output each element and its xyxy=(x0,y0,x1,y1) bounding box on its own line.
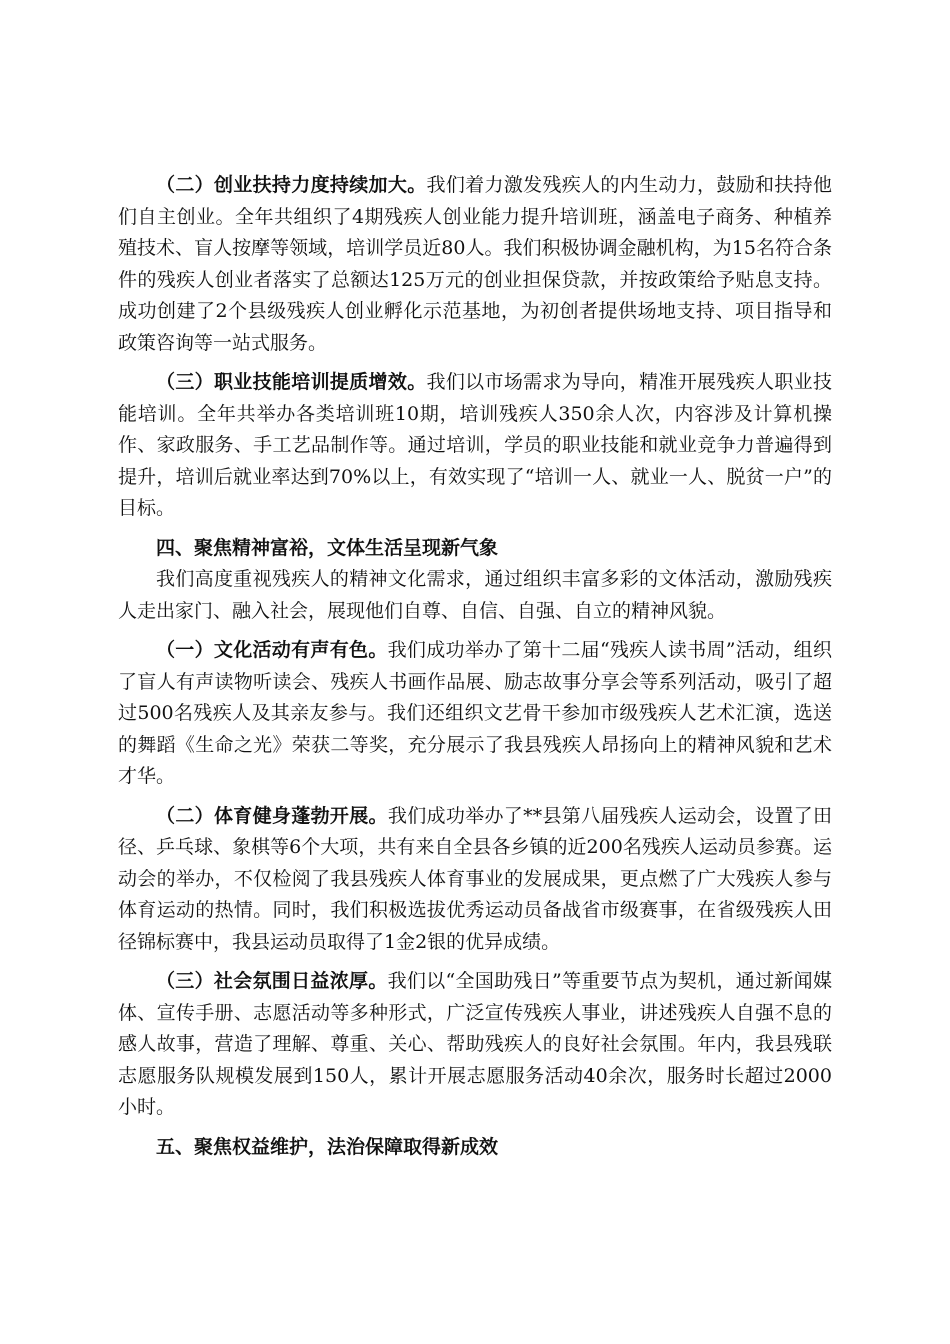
paragraph-body: 我们高度重视残疾人的精神文化需求，通过组织丰富多彩的文体活动，激励残疾人走出家门、融入社会，展现他们自尊、自信、自强、自立的精神风貌。 xyxy=(118,568,832,622)
paragraph-body: 我们成功举办了第十二届“残疾人读书周”活动，组织了盲人有声读物听读会、残疾人书画作品展、励志故事分享会等系列活动，吸引了超过500名残疾人及其亲友参与。我们还组织文艺骨干参加市级残疾人艺术汇演，选送的舞蹈《生命之光》荣获二等奖，充分展示了我县残疾人昂扬向上的精神风貌和艺术才华。 xyxy=(118,639,832,787)
paragraph-lead: （二）体育健身蓬勃开展。 xyxy=(156,804,388,827)
paragraph-entrepreneurship xyxy=(118,170,832,359)
section-heading-five: 五、聚焦权益维护，法治保障取得新成效 xyxy=(156,1135,499,1158)
paragraph-social-atmosphere xyxy=(118,966,832,1124)
paragraph-culture-intro xyxy=(118,564,832,627)
paragraph-body: 我们以市场需求为导向，精准开展残疾人职业技能培训。全年共举办各类培训班10期，培训残疾人350余人次，内容涉及计算机操作、家政服务、手工艺品制作等。通过培训，学员的职业技能和就业竞争力普遍得到提升，培训后就业率达到70%以上，有效实现了“培训一人、就业一人、脱贫一户”的目标。 xyxy=(118,371,832,519)
paragraph-sports xyxy=(118,801,832,959)
paragraph-vocational-training xyxy=(118,367,832,525)
paragraph-cultural-activities xyxy=(118,635,832,793)
paragraph-body: 我们以“全国助残日”等重要节点为契机，通过新闻媒体、宣传手册、志愿活动等多种形式，广泛宣传残疾人事业，讲述残疾人自强不息的感人故事，营造了理解、尊重、关心、帮助残疾人的良好社会氛围。年内，我县残联志愿服务队规模发展到150人，累计开展志愿服务活动40余次，服务时长超过2000小时。 xyxy=(118,970,832,1118)
paragraph-lead: （二）创业扶持力度持续加大。 xyxy=(156,174,427,196)
paragraph-body: 我们着力激发残疾人的内生动力，鼓励和扶持他们自主创业。全年共组织了4期残疾人创业能力提升培训班，涵盖电子商务、种植养殖技术、盲人按摩等领域，培训学员近80人。我们积极协调金融机构，为15名符合条件的残疾人创业者落实了总额达125万元的创业担保贷款，并按政策给予贴息支持。成功创建了2个县级残疾人创业孵化示范基地，为初创者提供场地支持、项目指导和政策咨询等一站式服务。 xyxy=(118,174,832,354)
paragraph-lead: （三）职业技能培训提质增效。 xyxy=(156,371,427,393)
paragraph-lead: （三）社会氛围日益浓厚。 xyxy=(156,970,388,992)
section-heading-four: 四、聚焦精神富裕，文体生活呈现新气象 xyxy=(156,536,499,559)
paragraph-lead: （一）文化活动有声有色。 xyxy=(156,639,388,661)
paragraph-body: 我们成功举办了**县第八届残疾人运动会，设置了田径、乒乓球、象棋等6个大项，共有来自全县各乡镇的近200名残疾人运动员参赛。运动会的举办，不仅检阅了我县残疾人体育事业的发展成果，更点燃了广大残疾人参与体育运动的热情。同时，我们积极选拔优秀运动员备战省市级赛事，在省级残疾人田径锦标赛中，我县运动员取得了1金2银的优异成绩。 xyxy=(118,804,832,953)
